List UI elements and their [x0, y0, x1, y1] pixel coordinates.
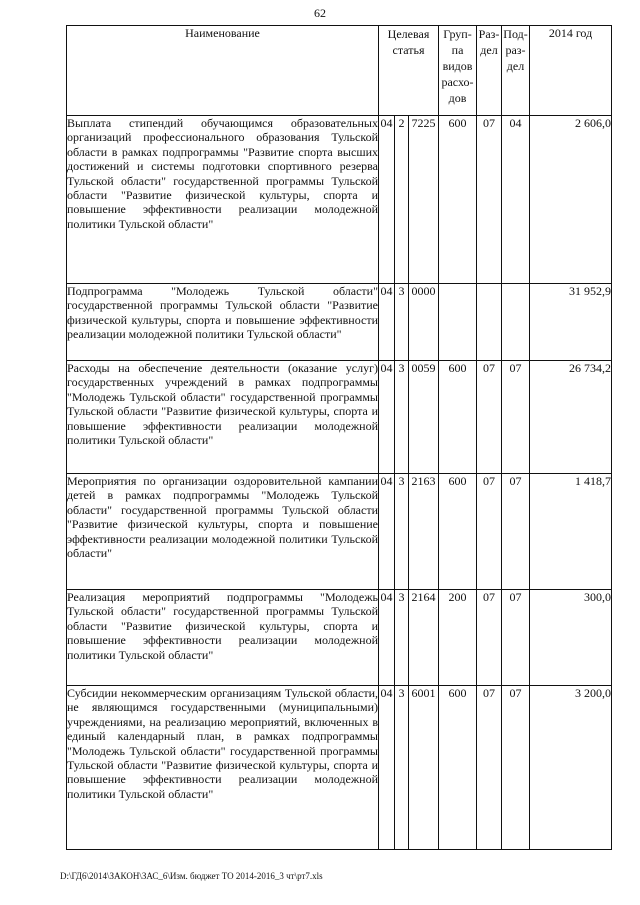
row-target-part2: 3	[395, 361, 409, 474]
row-target-part2: 3	[395, 474, 409, 590]
row-subsection: 07	[502, 361, 530, 474]
row-expense-group: 600	[439, 686, 477, 850]
row-section	[477, 284, 502, 361]
row-name: Субсидии некоммерческим организациям Тульской области, не являющимся государственными (муниципальными) учреждениями, на реализацию мероприятий, включенных в единый календарный план, в рамках подпрограммы "Молодежь Тульской области" государственной программы Тульской области "Развитие физической культуры, спорта и повышение эффективности реализации молодежной политики Тульской области"	[67, 686, 379, 850]
row-target-part1: 04	[379, 361, 395, 474]
row-section: 07	[477, 116, 502, 284]
row-amount: 300,0	[530, 590, 612, 686]
table-row	[67, 284, 612, 361]
row-target-part1: 04	[379, 116, 395, 284]
header-name: Наименование	[67, 26, 379, 116]
table-row	[67, 116, 612, 284]
file-path-footer: D:\ГД6\2014\ЗАКОН\ЗАС_6\Изм. бюджет ТО 2014-2016_3 чт\рт7.xls	[60, 871, 323, 881]
row-name: Расходы на обеспечение деятельности (оказание услуг) государственных учреждений в рамках подпрограммы "Молодежь Тульской области" государственной программы Тульской области "Развитие физической культуры, спорта и повышение эффективности реализации молодежной политики Тульской области"	[67, 361, 379, 474]
row-target-part1: 04	[379, 686, 395, 850]
row-expense-group: 600	[439, 116, 477, 284]
row-subsection	[502, 284, 530, 361]
row-expense-group	[439, 284, 477, 361]
row-target-part1: 04	[379, 284, 395, 361]
row-expense-group: 600	[439, 361, 477, 474]
row-name: Реализация мероприятий подпрограммы "Молодежь Тульской области" государственной программы Тульской области "Развитие физической культуры, спорта и повышение эффективности реализации молодежной политики Тульской области"	[67, 590, 379, 686]
header-section: Раз-дел	[477, 26, 502, 116]
table-row	[67, 361, 612, 474]
row-target-part3: 7225	[409, 116, 439, 284]
budget-table	[66, 25, 612, 850]
row-target-part3: 2164	[409, 590, 439, 686]
row-expense-group: 600	[439, 474, 477, 590]
row-subsection: 07	[502, 590, 530, 686]
row-target-part1: 04	[379, 590, 395, 686]
row-subsection: 04	[502, 116, 530, 284]
row-subsection: 07	[502, 686, 530, 850]
row-amount: 31 952,9	[530, 284, 612, 361]
table-row	[67, 474, 612, 590]
header-subsection: Под-раз-дел	[502, 26, 530, 116]
row-target-part3: 6001	[409, 686, 439, 850]
row-target-part2: 2	[395, 116, 409, 284]
row-amount: 1 418,7	[530, 474, 612, 590]
row-target-part2: 3	[395, 686, 409, 850]
row-target-part2: 3	[395, 590, 409, 686]
row-amount: 26 734,2	[530, 361, 612, 474]
row-target-part3: 0059	[409, 361, 439, 474]
row-expense-group: 200	[439, 590, 477, 686]
row-target-part2: 3	[395, 284, 409, 361]
row-name: Выплата стипендий обучающимся образовательных организаций профессионального образования Тульской области в рамках подпрограммы "Развитие спорта высших достижений и системы подготовки спортивного резерва Тульской области" государственной программы Тульской области "Развитие физической культуры, спорта и повышение эффективности реализации молодежной политики Тульской области"	[67, 116, 379, 284]
row-target-part1: 04	[379, 474, 395, 590]
table-row	[67, 686, 612, 850]
row-subsection: 07	[502, 474, 530, 590]
row-amount: 2 606,0	[530, 116, 612, 284]
row-target-part3: 2163	[409, 474, 439, 590]
row-name: Мероприятия по организации оздоровительной кампании детей в рамках подпрограммы "Молодежь Тульской области" государственной программы Тульской области "Развитие физической культуры, спорта и повышение эффективности реализации молодежной политики Тульской области"	[67, 474, 379, 590]
header-year: 2014 год	[530, 26, 612, 116]
table-row	[67, 590, 612, 686]
page-number: 62	[314, 6, 326, 20]
row-section: 07	[477, 474, 502, 590]
header-target-article: Целевая статья	[379, 26, 439, 116]
header-expense-group: Груп-па видов расхо-дов	[439, 26, 477, 116]
header-row	[67, 26, 612, 116]
row-section: 07	[477, 686, 502, 850]
row-name: Подпрограмма "Молодежь Тульской области" государственной программы Тульской области "Развитие физической культуры, спорта и повышение эффективности реализации молодежной политики Тульской области"	[67, 284, 379, 361]
row-target-part3: 0000	[409, 284, 439, 361]
row-section: 07	[477, 590, 502, 686]
row-section: 07	[477, 361, 502, 474]
row-amount: 3 200,0	[530, 686, 612, 850]
